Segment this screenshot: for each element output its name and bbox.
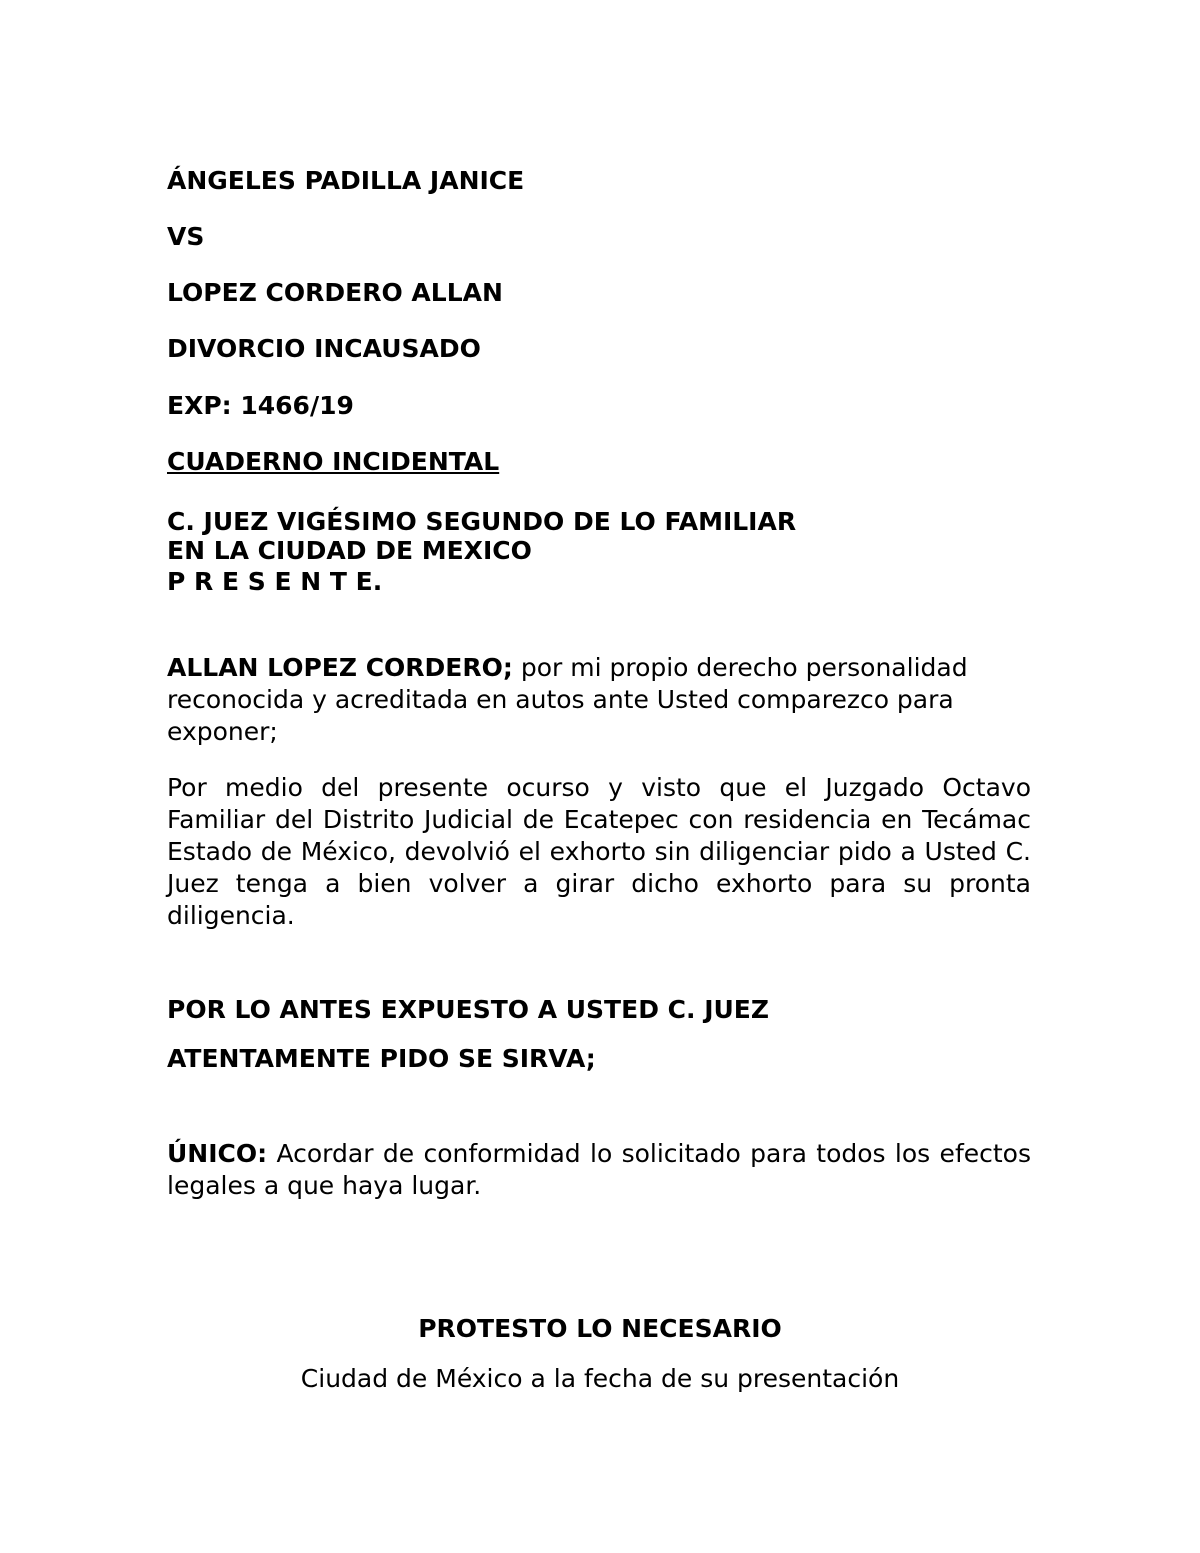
petition-text: Acordar de conformidad lo solicitado para todos los efectos legales a que haya lugar. (167, 1139, 1031, 1200)
file-number: EXP: 1466/19 (167, 391, 354, 420)
intro-paragraph (167, 652, 1031, 748)
petition-label: ÚNICO: (167, 1139, 268, 1168)
addressee-presente: P R E S E N T E. (167, 567, 383, 596)
addressee-line-2: EN LA CIUDAD DE MEXICO (167, 536, 532, 565)
protest-line: PROTESTO LO NECESARIO (418, 1314, 782, 1343)
case-matter: DIVORCIO INCAUSADO (167, 334, 481, 363)
addressee-line-1: C. JUEZ VIGÉSIMO SEGUNDO DE LO FAMILIAR (167, 507, 797, 536)
defendant-name: LOPEZ CORDERO ALLAN (167, 278, 503, 307)
petition-paragraph (167, 1138, 1031, 1202)
versus-label: VS (167, 222, 205, 251)
place-date-line: Ciudad de México a la fecha de su presentación (300, 1364, 900, 1393)
intro-text: por mi propio derecho personalidad reconocida y acreditada en autos ante Usted comparezco para exponer; (167, 653, 968, 746)
request-line-2: ATENTAMENTE PIDO SE SIRVA; (167, 1044, 596, 1073)
request-line-1: POR LO ANTES EXPUESTO A USTED C. JUEZ (167, 995, 770, 1024)
notebook-title: CUADERNO INCIDENTAL (167, 447, 500, 476)
actor-name: ÁNGELES PADILLA JANICE (167, 166, 525, 195)
promovente-name: ALLAN LOPEZ CORDERO; (167, 653, 513, 682)
body-paragraph: Por medio del presente ocurso y visto que el Juzgado Octavo Familiar del Distrito Judicial de Ecatepec con residencia en Tecámac Estado de México, devolvió el exhorto sin diligenciar pido a Usted C. Juez tenga a bien volver a girar dicho exhorto para su pronta diligencia. (167, 773, 1031, 930)
